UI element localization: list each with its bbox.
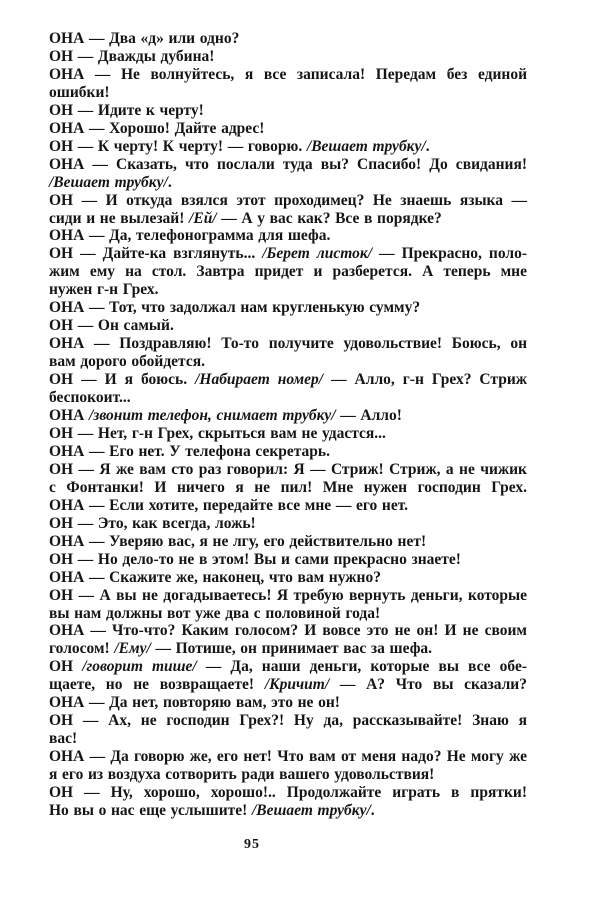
dialogue-line: вы нам должны вот уже два с половиной года! (49, 604, 381, 622)
dialogue-speech (49, 425, 527, 443)
dialogue-line: ОН — Это, как всегда, ложь! (49, 514, 256, 532)
dialogue-line: я его из воздуха сотворить ради вашего удовольствия! (49, 766, 435, 784)
dialogue-line: ОН — Идите к черту! (49, 101, 204, 119)
dialogue-speech (49, 156, 527, 192)
dialogue-line: жим ему на стол. Завтра придет и разберется. А теперь мне (49, 263, 527, 281)
dialogue-speech (49, 407, 527, 425)
dialogue-line: ОН /говорит тише/ — Да, наши деньги, которые вы все обе- (49, 658, 527, 676)
dialogue-speech (49, 30, 527, 48)
dialogue-line: ОНА — Поздравляю! То-то получите удовольствие! Боюсь, он (49, 335, 527, 353)
dialogue-line: ОН — А вы не догадываетесь! Я требую вернуть деньги, которые (49, 586, 527, 604)
dialogue-speech (49, 66, 527, 102)
dialogue-line: сиди и не вылезай! /Ей/ — А у вас как? Все в порядке? (49, 209, 442, 227)
stage-direction: /Набирает номер/ (195, 371, 324, 389)
dialogue-line: вам дорого обойдется. (49, 353, 205, 371)
dialogue-speech (49, 335, 527, 371)
dialogue-line: нужен г-н Грех. (49, 281, 159, 299)
dialogue-line: щаете, но не возвращаете! /Кричит/ — А? Что вы сказали? (49, 676, 527, 694)
dialogue-speech (49, 317, 527, 335)
stage-direction: /говорит тише/ (82, 658, 197, 676)
dialogue-line: /Вешает трубку/. (49, 173, 172, 191)
stage-direction: /Ей/ (189, 209, 217, 227)
dialogue-line: вас! (49, 730, 78, 748)
dialogue-line: беспокоит... (49, 389, 131, 407)
stage-direction: /Берет листок/ (262, 245, 373, 263)
dialogue-speech (49, 461, 527, 497)
dialogue-line: ОН — И я боюсь. /Набирает номер/ — Алло, г-н Грех? Стриж (49, 371, 528, 389)
dialogue-speech (49, 748, 527, 784)
dialogue-line: ОН — Дайте-ка взглянуть... /Берет листок/ — Прекрасно, поло- (49, 245, 528, 263)
dialogue-line: ОН — Он самый. (49, 317, 174, 335)
dialogue-line: ОН — Но дело-то не в этом! Вы и сами прекрасно знаете! (49, 550, 461, 568)
dialogue-speech (49, 48, 527, 66)
stage-direction: /Ему/ (114, 640, 151, 658)
dialogue-speech (49, 102, 527, 120)
dialogue-line: голосом! /Ему/ — Потише, он принимает вас за шефа. (49, 640, 433, 658)
stage-direction: /Кричит/ (264, 676, 330, 694)
dialogue-speech (49, 694, 527, 712)
dialogue-line: ОНА — Что-что? Каким голосом? И вовсе это не он! И не своим (49, 622, 527, 640)
dialogue-speech (49, 587, 527, 623)
dialogue-speech (49, 515, 527, 533)
dialogue-speech (49, 138, 527, 156)
dialogue-line: ОНА — Скажите же, наконец, что вам нужно? (49, 568, 381, 586)
stage-direction: /Вешает трубку/ (306, 137, 426, 155)
dialogue-speech (49, 658, 527, 694)
dialogue-speech (49, 551, 527, 569)
dialogue-line: ОНА — Да, телефонограмма для шефа. (49, 227, 331, 245)
dialogue-line: ОН — К черту! К черту! — говорю. /Вешает трубку/. (49, 137, 430, 155)
dialogue-line: ОНА — Его нет. У телефона секретарь. (49, 442, 330, 460)
dialogue-speech (49, 784, 527, 820)
stage-direction: /Вешает трубку/ (49, 173, 168, 191)
dialogue-line: ОНА — Два «д» или одно? (49, 30, 240, 47)
dialogue-line: ОН — Ну, хорошо, хорошо!.. Продолжайте играть в прятки! (49, 784, 527, 802)
dialogue-line: ОН — Я же вам сто раз говорил: Я — Стриж! Стриж, а не чижик (49, 460, 527, 478)
dialogue-line: ОНА — Если хотите, передайте все мне — его нет. (49, 496, 409, 514)
dialogue-speech (49, 192, 527, 228)
dialogue-speech (49, 497, 527, 515)
dialogue-line: ошибки! (49, 83, 110, 101)
dialogue-speech (49, 712, 527, 748)
dialogue-text (49, 30, 527, 820)
dialogue-line: ОН — И откуда взялся этот проходимец? Не знаешь языка — (49, 191, 527, 209)
dialogue-line: ОНА — Уверяю вас, я не лгу, его действительно нет! (49, 532, 427, 550)
stage-direction: /звонит телефон, снимает трубку/ (88, 407, 336, 425)
dialogue-speech (49, 371, 527, 407)
dialogue-line: ОНА — Да говорю же, его нет! Что вам от меня надо? Не могу же (49, 748, 527, 766)
dialogue-speech (49, 120, 527, 138)
dialogue-line: ОНА — Тот, что задолжал нам кругленькую сумму? (49, 299, 421, 317)
dialogue-line: ОН — Нет, г-н Грех, скрыться вам не удастся... (49, 424, 386, 442)
dialogue-line: ОНА /звонит телефон, снимает трубку/ — Алло! (49, 407, 402, 425)
dialogue-line: Но вы о нас еще услышите! /Вешает трубку/. (49, 801, 375, 819)
dialogue-speech (49, 622, 527, 658)
dialogue-speech (49, 443, 527, 461)
dialogue-line: ОНА — Не волнуйтесь, я все записала! Передам без единой (49, 65, 527, 83)
dialogue-line: ОН — Дважды дубина! (49, 47, 215, 65)
page-number: 95 (244, 837, 260, 852)
dialogue-line: ОН — Ах, не господин Грех?! Ну да, рассказывайте! Знаю я (49, 712, 527, 730)
dialogue-speech (49, 227, 527, 245)
stage-direction: /Вешает трубку/ (251, 801, 371, 819)
dialogue-speech (49, 299, 527, 317)
dialogue-speech (49, 569, 527, 587)
dialogue-line: с Фонтанки! И ничего я не пил! Мне нужен господин Грех. (49, 478, 527, 496)
dialogue-line: ОНА — Хорошо! Дайте адрес! (49, 119, 265, 137)
dialogue-speech (49, 245, 527, 299)
dialogue-speech (49, 533, 527, 551)
dialogue-line: ОНА — Да нет, повторяю вам, это не он! (49, 694, 340, 712)
dialogue-line: ОНА — Сказать, что послали туда вы? Спасибо! До свидания! (49, 155, 527, 173)
